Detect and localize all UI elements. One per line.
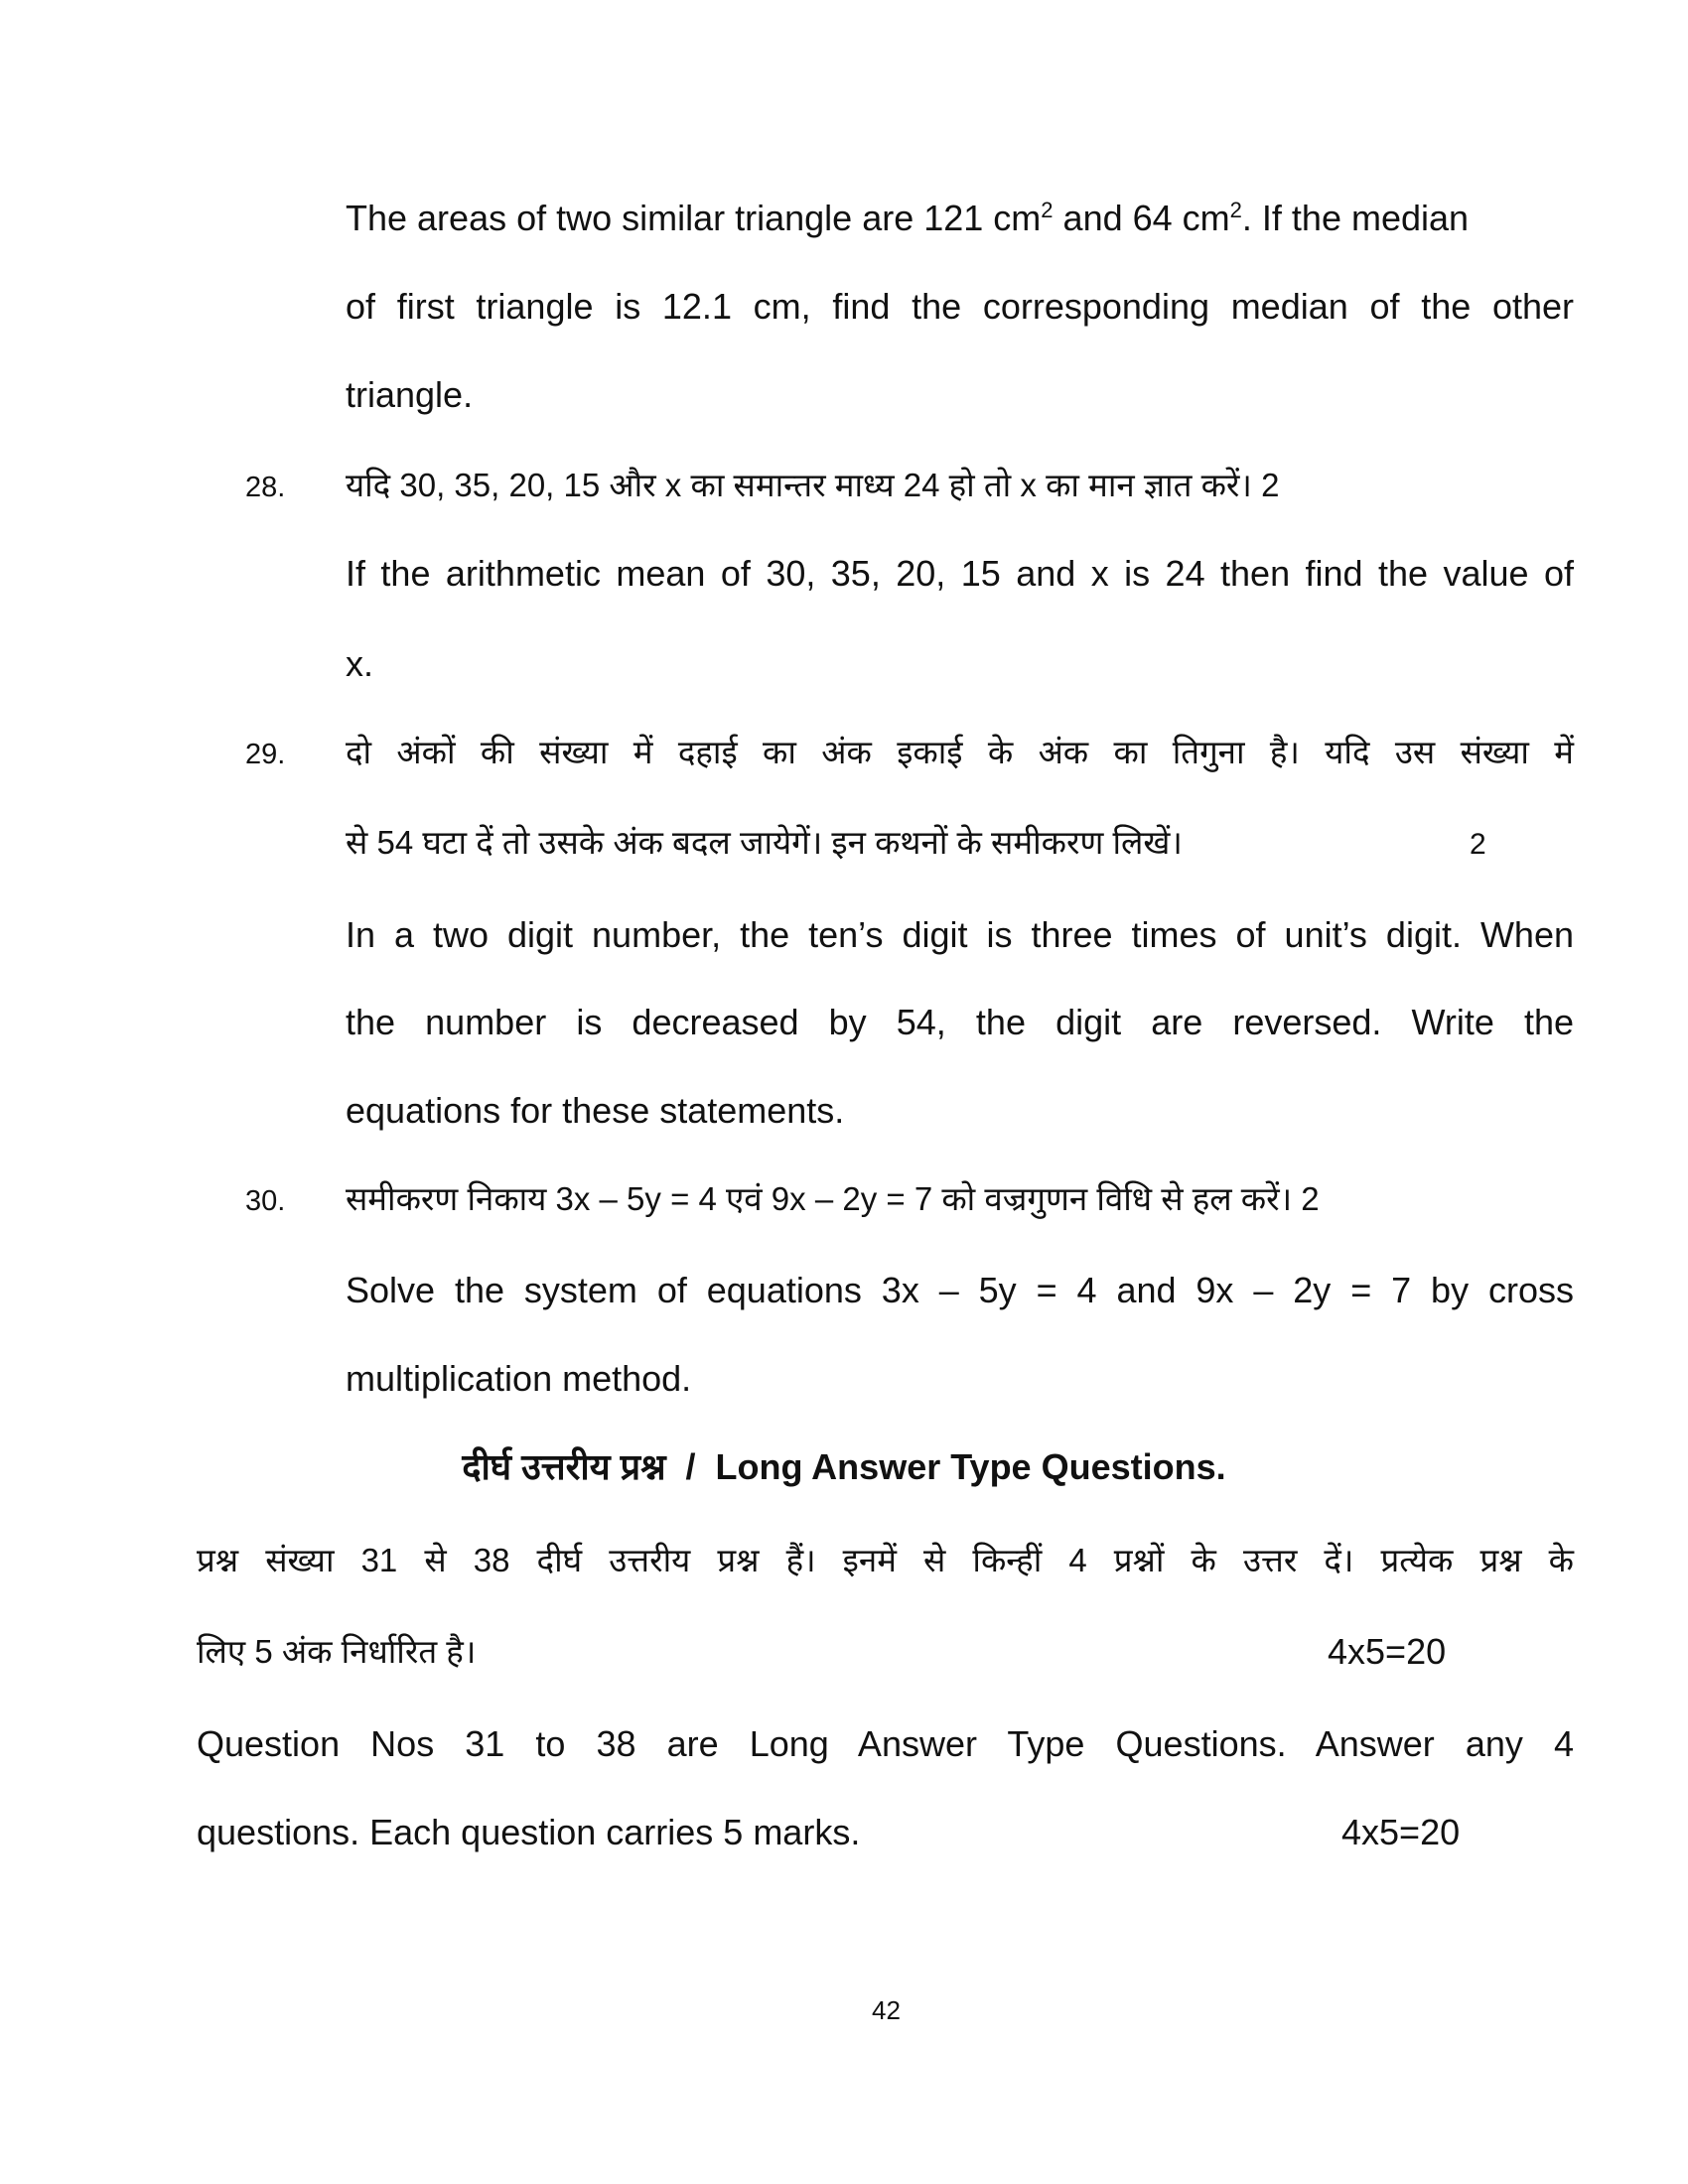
- q29-english-1: In a two digit number, the ten’s digit is three times of unit’s digit. When: [346, 914, 1574, 955]
- q27-line-2: of first triangle is 12.1 cm, find the corresponding median of the other: [346, 286, 1574, 327]
- text: and 64 cm: [1053, 198, 1230, 238]
- q27-line-1: [346, 194, 1469, 243]
- superscript: 2: [1041, 198, 1054, 222]
- page-number: 42: [872, 1995, 901, 2025]
- q29-number: 29.: [245, 739, 286, 770]
- section-hindi-1: प्रश्न संख्या 31 से 38 दीर्घ उत्तरीय प्रश्न हैं। इनमें से किन्हीं 4 प्रश्नों के उत्तर दें। प्रत्येक प्रश्न के: [197, 1542, 1574, 1578]
- q28-english-2: x.: [346, 643, 374, 684]
- q29-english-2: the number is decreased by 54, the digit are reversed. Write the: [346, 1002, 1574, 1042]
- q28-hindi: यदि 30, 35, 20, 15 और x का समान्तर माध्य 24 हो तो x का मान ज्ञात करें। 2: [346, 467, 1280, 503]
- superscript: 2: [1229, 198, 1242, 222]
- q30-hindi: समीकरण निकाय 3x – 5y = 4 एवं 9x – 2y = 7 को वज्रगुणन विधि से हल करें। 2: [346, 1180, 1320, 1217]
- q28-number: 28.: [245, 472, 286, 503]
- section-hindi-2: लिए 5 अंक निर्धारित है।: [197, 1633, 477, 1670]
- section-english-marks: 4x5=20: [1341, 1812, 1461, 1852]
- section-hindi-marks: 4x5=20: [1328, 1631, 1447, 1672]
- q28-english-1: If the arithmetic mean of 30, 35, 20, 15 and x is 24 then find the value of: [346, 553, 1574, 594]
- section-heading: दीर्घ उत्तरीय प्रश्न / Long Answer Type Questions.: [462, 1446, 1226, 1487]
- text: . If the median: [1241, 198, 1470, 238]
- q30-number: 30.: [245, 1185, 286, 1217]
- q27-line-3: triangle.: [346, 374, 474, 415]
- q29-marks: 2: [1470, 828, 1486, 861]
- section-english-2: questions. Each question carries 5 marks.: [197, 1812, 861, 1852]
- section-english-1: Question Nos 31 to 38 are Long Answer Type Questions. Answer any 4: [197, 1723, 1574, 1764]
- q30-english-1: Solve the system of equations 3x – 5y = 4 and 9x – 2y = 7 by cross: [346, 1270, 1574, 1310]
- text: The areas of two similar triangle are 121 cm: [346, 198, 1042, 238]
- q29-hindi-1: दो अंकों की संख्या में दहाई का अंक इकाई के अंक का तिगुना है। यदि उस संख्या में: [346, 734, 1574, 770]
- q30-english-2: multiplication method.: [346, 1358, 692, 1399]
- q29-hindi-2: से 54 घटा दें तो उसके अंक बदल जायेगें। इन कथनों के समीकरण लिखें।: [346, 824, 1183, 861]
- q29-english-3: equations for these statements.: [346, 1090, 845, 1131]
